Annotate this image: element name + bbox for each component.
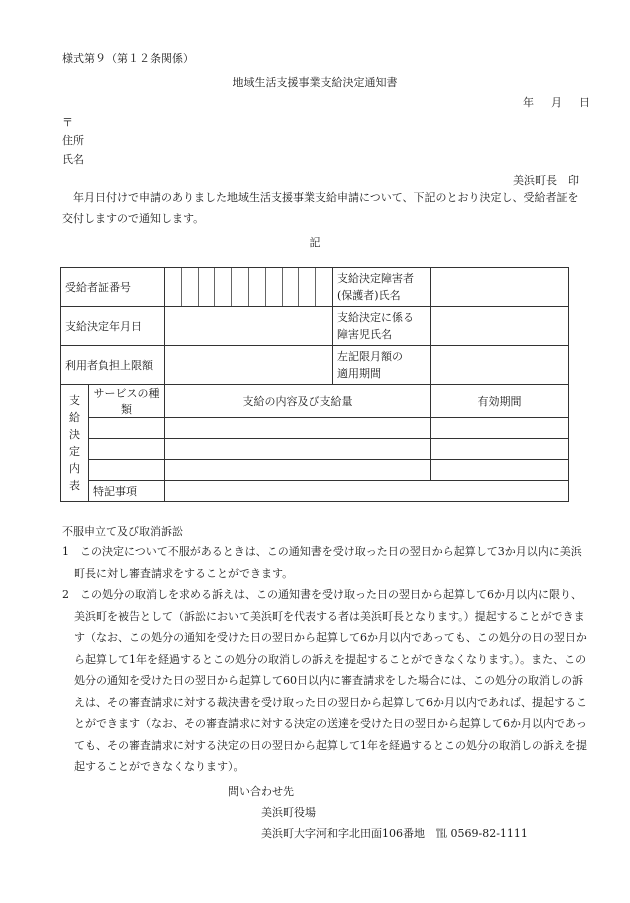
postal-mark: 〒 (62, 116, 73, 129)
form-number: 様式第９（第１２条関係） (62, 52, 194, 65)
digit-box (283, 268, 300, 306)
ki-label: 記 (309, 236, 321, 249)
table-row (61, 418, 569, 439)
appeal-item-2: 2 この処分の取消しを求める訴えは、この通知書を受け取った日の翌日から起算して6か月以内に限り、美浜町を被告として（訴訟において美浜町を代表する者は美浜町長となります。）提起することができます（なお、この処分の通知を受けた日の翌日から起算して6か月以内であっても、この処分の日の翌日から起算して1年を経過するとこの処分の取消しの訴えを提起することができなくなります。）。また、この処分の通知を受けた日の翌日から起算して60日以内に審査請求をした場合には、この処分の取消しの訴えは、その審査請求に対する裁決書を受け取った日の翌日から起算して6か月以内であれば、提起することができます（なお、その審査請求に対する決定の送達を受けた日の翌日から起算して6か月以内であっても、その審査請求に対する決定の日の翌日から起算して1年を経過するとこの処分の取消しの訴えを提起することができなくなります）。 (62, 588, 587, 773)
special-notes-label: 特記事項 (89, 481, 165, 502)
table-row (61, 439, 569, 460)
digit-box (215, 268, 232, 306)
recipient-id-label: 受給者証番号 (61, 268, 165, 307)
contact-label: 問い合わせ先 (228, 785, 294, 798)
table-row (61, 307, 569, 346)
intro-paragraph: 年月日付けで申請のありました地域生活支援事業支給申請について、下記のとおり決定し、受給者証を交付しますので通知します。 (62, 191, 579, 225)
decision-date-label: 支給決定年月日 (61, 307, 165, 346)
digit-box (249, 268, 266, 306)
applicable-period-label: 左記限月額の 適用期間 (333, 346, 431, 385)
digit-box (299, 268, 316, 306)
burden-limit-label: 利用者負担上限額 (61, 346, 165, 385)
child-name-value (431, 307, 569, 346)
table-row (61, 385, 569, 418)
digit-box (165, 268, 182, 306)
child-name-label: 支給決定に係る 障害児氏名 (333, 307, 431, 346)
digit-box (232, 268, 249, 306)
decision-date-value (165, 307, 333, 346)
name-label: 氏名 (62, 153, 84, 166)
disabled-person-name-label: 支給決定障害者 (保護者)氏名 (333, 268, 431, 307)
document-title: 地域生活支援事業支給決定通知書 (232, 76, 398, 89)
digit-box (266, 268, 283, 306)
issuer-line: 美浜町長 印 (513, 174, 579, 187)
contact-office: 美浜町役場 (261, 806, 316, 819)
address-label: 住所 (62, 134, 84, 147)
col-header-service-type: サービスの種類 (89, 385, 165, 418)
details-vertical-label: 支 給 決 定 内 表 (61, 385, 89, 502)
decision-table (60, 267, 569, 502)
digit-box (182, 268, 199, 306)
table-row (61, 460, 569, 481)
table-row (61, 268, 569, 307)
applicable-period-value (431, 346, 569, 385)
recipient-id-digit-boxes (165, 268, 333, 307)
appeal-item-1: 1 この決定について不服があるときは、この通知書を受け取った日の翌日から起算して3か月以内に美浜町長に対し審査請求をすることができます。 (62, 545, 582, 580)
contact-address-phone: 美浜町大字河和字北田面106番地 ℡ 0569-82-1111 (261, 827, 528, 840)
col-header-content: 支給の内容及び支給量 (165, 385, 431, 418)
disabled-person-name-value (431, 268, 569, 307)
table-row (61, 481, 569, 502)
appeal-heading: 不服申立て及び取消訴訟 (62, 525, 183, 538)
date-line: 年 月 日 (523, 96, 593, 109)
digit-box (199, 268, 216, 306)
digit-box (316, 268, 332, 306)
col-header-valid-period: 有効期間 (431, 385, 569, 418)
burden-limit-value (165, 346, 333, 385)
table-row (61, 346, 569, 385)
special-notes-value (165, 481, 569, 502)
